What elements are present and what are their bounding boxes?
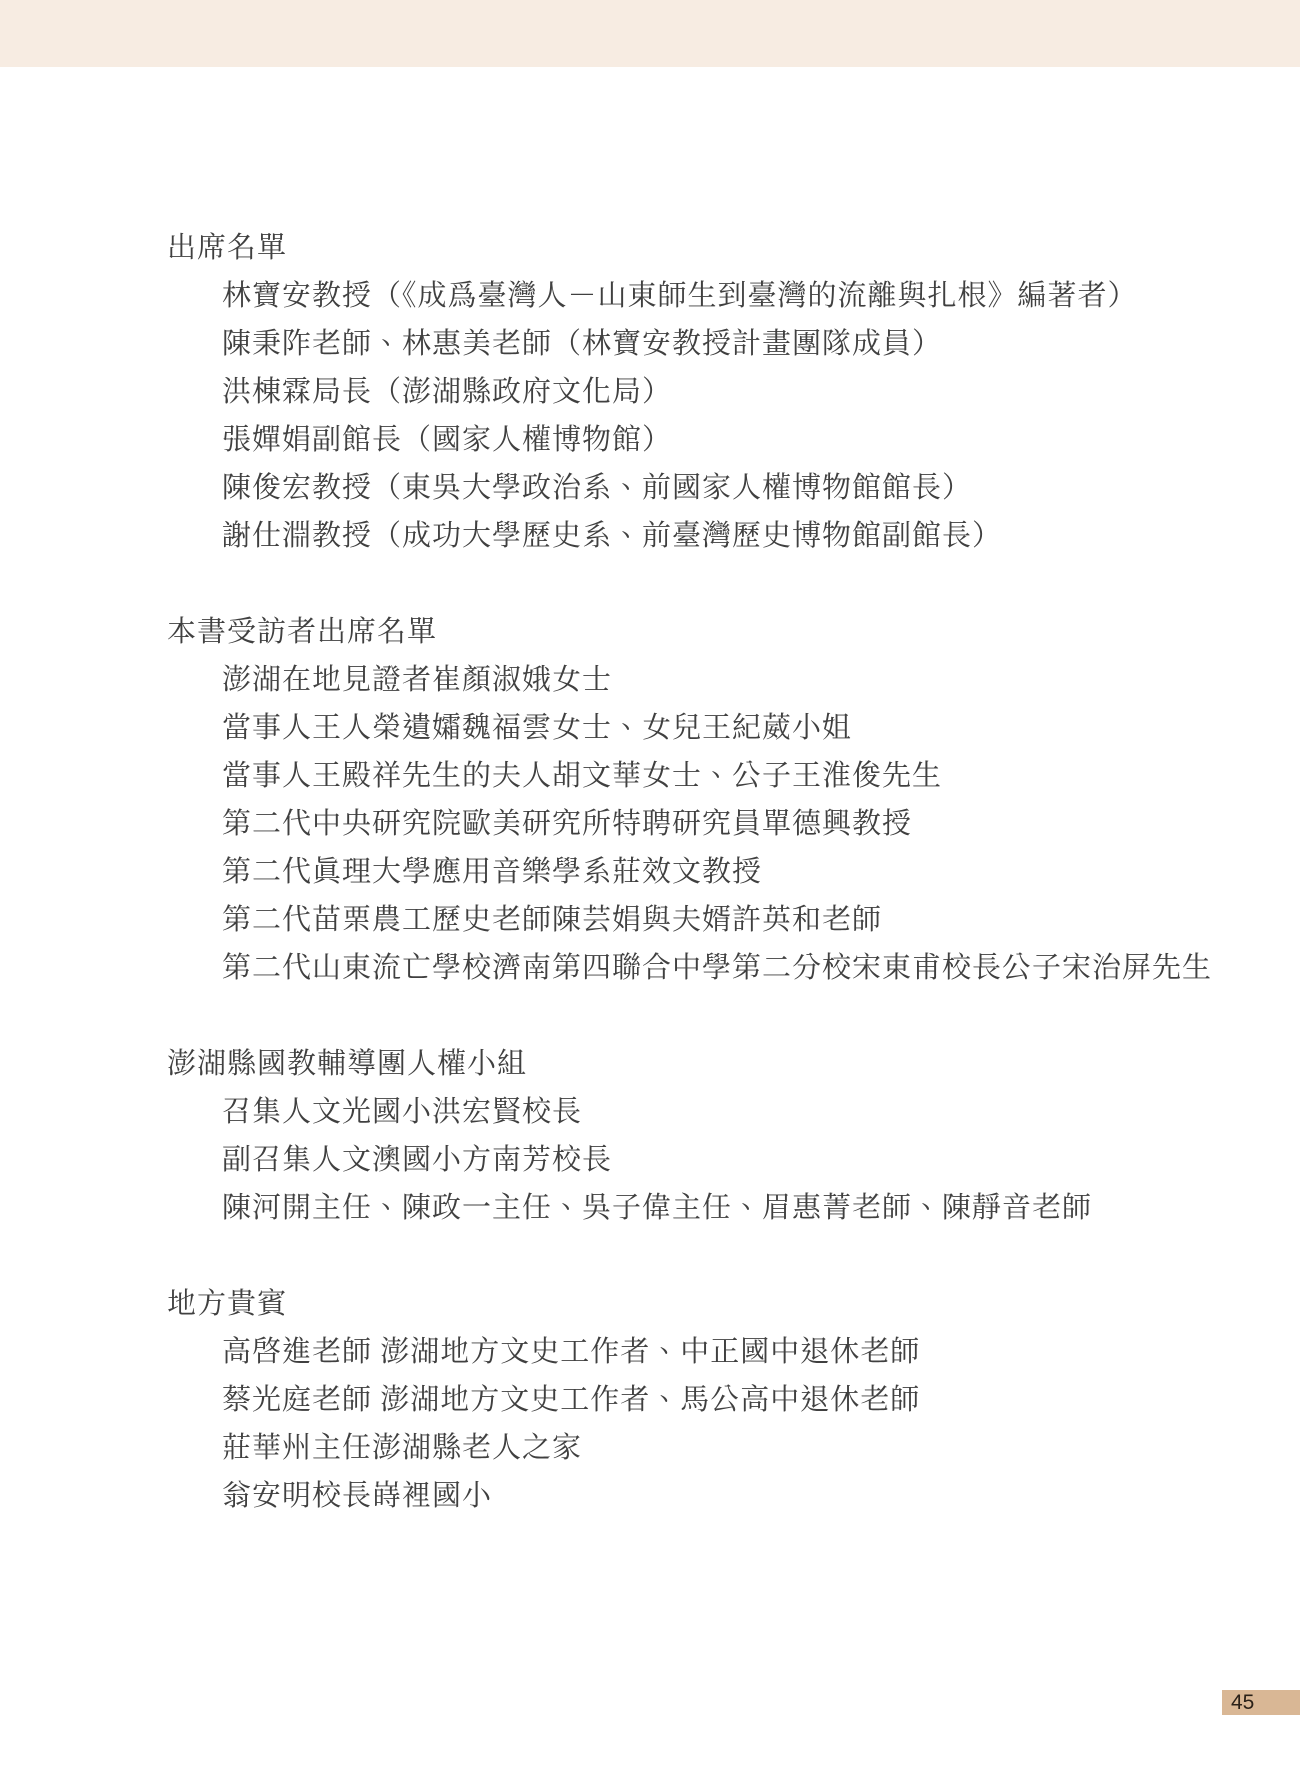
attendee-line: 澎湖在地見證者崔顏淑娥女士 — [222, 664, 613, 696]
attendee-list-page — [0, 67, 1300, 1568]
attendee-line: 副召集人文澳國小方南芳校長 — [222, 1144, 613, 1176]
attendee-line: 當事人王殿祥先生的夫人胡文華女士、公子王淮俊先生 — [222, 760, 943, 792]
attendee-line: 莊華州主任澎湖縣老人之家 — [222, 1432, 583, 1464]
page-number-badge — [1222, 1690, 1300, 1715]
section-heading: 地方貴賓 — [167, 1288, 288, 1320]
section-local-guests — [167, 1280, 1240, 1520]
section-heading: 本書受訪者出席名單 — [167, 616, 438, 648]
attendee-line: 第二代中央研究院歐美研究所特聘研究員單德興教授 — [222, 808, 913, 840]
top-accent-bar — [0, 0, 1300, 67]
attendee-line: 蔡光庭老師 澎湖地方文史工作者、馬公高中退休老師 — [222, 1384, 921, 1416]
attendee-line: 張嬋娟副館長（國家人權博物館） — [222, 424, 673, 456]
attendee-line: 陳河開主任、陳政一主任、吳子偉主任、眉惠菁老師、陳靜音老師 — [222, 1192, 1093, 1224]
attendee-line: 第二代山東流亡學校濟南第四聯合中學第二分校宋東甫校長公子宋治屏先生 — [222, 952, 1213, 984]
attendee-line: 高啓進老師 澎湖地方文史工作者、中正國中退休老師 — [222, 1336, 921, 1368]
section-heading: 澎湖縣國教輔導團人權小組 — [167, 1048, 528, 1080]
page-number: 45 — [1231, 1691, 1255, 1714]
attendee-line: 翁安明校長嵵裡國小 — [222, 1480, 493, 1512]
attendee-line: 謝仕淵教授（成功大學歷史系、前臺灣歷史博物館副館長） — [222, 520, 1003, 552]
attendee-line: 第二代眞理大學應用音樂學系莊效文教授 — [222, 856, 763, 888]
attendee-line: 當事人王人榮遺孀魏福雲女士、女兒王紀葳小姐 — [222, 712, 853, 744]
attendee-line: 洪棟霖局長（澎湖縣政府文化局） — [222, 376, 673, 408]
section-human-rights-group — [167, 1040, 1240, 1232]
attendee-line: 陳秉阼老師、林惠美老師（林寶安教授計畫團隊成員） — [222, 328, 943, 360]
attendee-line: 第二代苗栗農工歷史老師陳芸娟與夫婿許英和老師 — [222, 904, 883, 936]
section-heading: 出席名單 — [167, 232, 288, 264]
section-attendees — [167, 224, 1240, 560]
attendee-line: 林寶安教授（《成爲臺灣人－山東師生到臺灣的流離與扎根》編著者） — [222, 280, 1138, 312]
attendee-line: 召集人文光國小洪宏賢校長 — [222, 1096, 583, 1128]
section-interviewees — [167, 608, 1240, 992]
attendee-line: 陳俊宏教授（東吳大學政治系、前國家人權博物館館長） — [222, 472, 973, 504]
